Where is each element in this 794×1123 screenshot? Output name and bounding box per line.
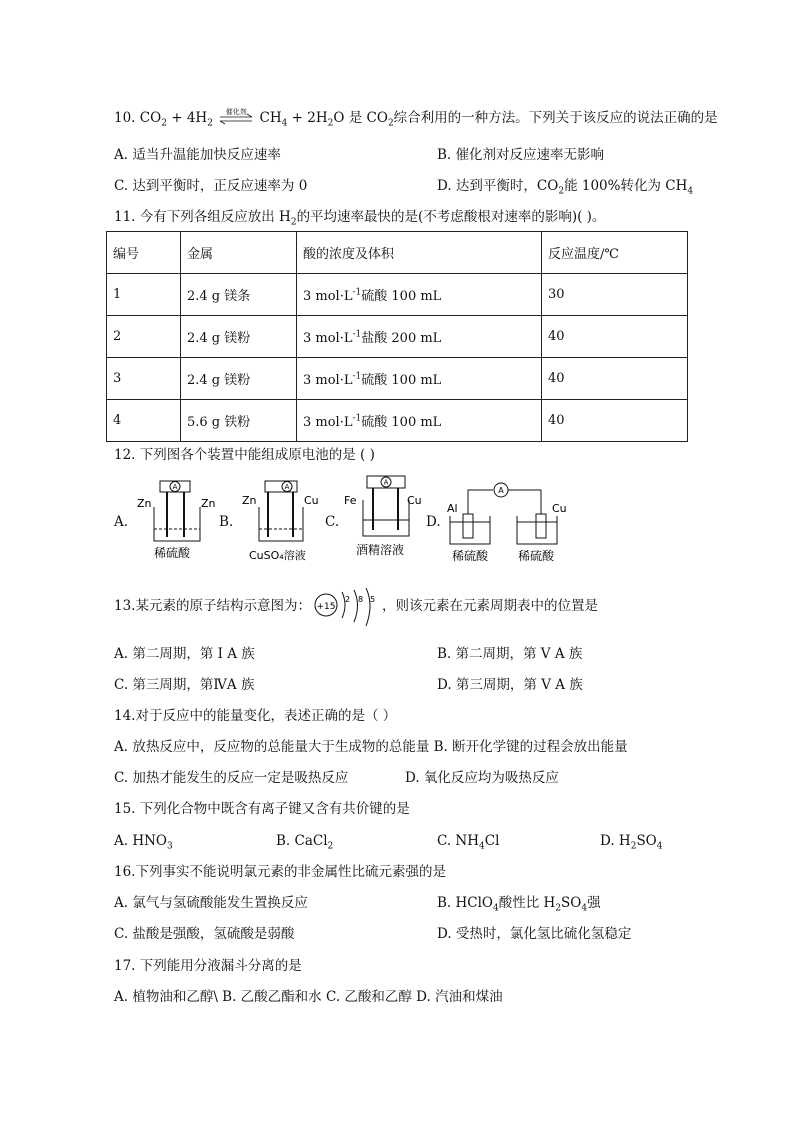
q13-option-a: A. 第二周期，第 I A 族 <box>114 646 255 662</box>
q10-stem: 10. $CO_2 + 4H_2$ 催化剂 $CH_4 + 2H_2O$ 是 $CO_2$综合利用的一种方法。下列关于该反应的说法正确的是 <box>114 107 718 129</box>
svg-text:8: 8 <box>358 595 364 604</box>
svg-text:Cu: Cu <box>407 494 422 507</box>
svg-text:Zn: Zn <box>201 497 216 510</box>
q12-option-b: B. <box>219 514 234 530</box>
q10-option-d: D. 达到平衡时，$CO_2$能 100%转化为 $CH_4$ <box>437 178 694 197</box>
table-header-cell: 酸的浓度及体积 <box>297 232 542 274</box>
q16-option-d: D. 受热时，氯化氢比硫化氢稳定 <box>437 926 632 942</box>
svg-text:稀硫酸: 稀硫酸 <box>154 546 191 560</box>
svg-text:A: A <box>383 478 389 487</box>
svg-text:Zn: Zn <box>137 497 152 510</box>
svg-text:+15: +15 <box>316 602 336 612</box>
q16-stem: 16.下列事实不能说明氯元素的非金属性比硫元素强的是 <box>114 864 446 880</box>
q13-stem-a: 13.某元素的原子结构示意图为： <box>114 598 311 614</box>
svg-text:Zn: Zn <box>242 494 257 507</box>
q16-option-a: A. 氯气与氢硫酸能发生置换反应 <box>114 895 308 911</box>
q12-option-d: D. <box>426 514 441 530</box>
atom-structure-diagram <box>312 588 384 626</box>
q13-stem-b: ，则该元素在元素周期表中的位置是 <box>382 598 598 614</box>
q14-options-ab: A. 放热反应中，反应物的总能量大于生成物的总能量 B. 断开化学键的过程会放出能量 <box>114 739 628 755</box>
svg-text:Al: Al <box>447 502 458 515</box>
svg-text:CuSO₄溶液: CuSO₄溶液 <box>249 549 306 562</box>
q15-option-b: B. CaCl$_2$ <box>276 833 334 852</box>
table-header-cell: 金属 <box>181 232 297 274</box>
q10-option-b: B. 催化剂对反应速率无影响 <box>437 147 605 163</box>
table-row: 4 5.6 g 铁粉 3 $mol\cdot L^{-1}$硫酸 100 mL 40 <box>107 400 688 442</box>
q10-option-c: C. 达到平衡时，正反应速率为 0 <box>114 178 308 194</box>
cell-diagram-a <box>134 479 220 565</box>
table-header-cell: 反应温度/℃ <box>542 232 688 274</box>
q12-option-c: C. <box>325 514 340 530</box>
cell-diagram-c <box>343 474 429 560</box>
svg-text:稀硫酸: 稀硫酸 <box>452 549 489 563</box>
q17-stem: 17. 下列能用分液漏斗分离的是 <box>114 958 302 974</box>
table-header-cell: 编号 <box>107 232 181 274</box>
svg-text:酒精溶液: 酒精溶液 <box>356 543 405 557</box>
table-row: 3 2.4 g 镁粉 3 $mol\cdot L^{-1}$硫酸 100 mL 40 <box>107 358 688 400</box>
cell-diagram-b <box>241 479 327 565</box>
table-row: 1 2.4 g 镁条 3 $mol\cdot L^{-1}$硫酸 100 mL 30 <box>107 274 688 316</box>
svg-text:5: 5 <box>370 595 376 604</box>
table-row: 2 2.4 g 镁粉 3 $mol\cdot L^{-1}$盐酸 200 mL 40 <box>107 316 688 358</box>
q15-option-d: D. $H_2SO_4$ <box>600 833 663 852</box>
svg-text:稀硫酸: 稀硫酸 <box>518 549 555 563</box>
reversible-arrow-icon: 催化剂 <box>219 111 253 127</box>
q14-stem: 14.对于反应中的能量变化，表述正确的是（ ） <box>114 708 397 724</box>
q11-stem: 11. 今有下列各组反应放出 $H_2$的平均速率最快的是(不考虑酸根对速率的影响)( )。 <box>114 209 606 228</box>
q13-option-b: B. 第二周期，第 V A 族 <box>437 646 583 662</box>
q15-option-a: A. $HNO_3$ <box>114 833 173 852</box>
q17-options: A. 植物油和乙醇\ B. 乙酸乙酯和水 C. 乙酸和乙醇 D. 汽油和煤油 <box>114 989 503 1005</box>
cell-diagram-d <box>444 480 576 566</box>
q10-option-a: A. 适当升温能加快反应速率 <box>114 147 281 163</box>
table-header-row <box>107 232 688 274</box>
q14-option-c: C. 加热才能发生的反应一定是吸热反应 <box>114 770 349 786</box>
svg-text:Cu: Cu <box>552 502 567 515</box>
svg-text:A: A <box>498 486 504 495</box>
q11-table <box>106 231 688 442</box>
svg-text:2: 2 <box>345 595 351 604</box>
q14-option-d: D. 氧化反应均为吸热反应 <box>405 770 559 786</box>
q12-option-a: A. <box>114 514 129 530</box>
q15-option-c: C. $NH_4Cl$ <box>437 833 500 852</box>
q16-option-c: C. 盐酸是强酸，氢硫酸是弱酸 <box>114 926 295 942</box>
q13-option-c: C. 第三周期，第ⅣA 族 <box>114 677 255 693</box>
svg-text:A: A <box>284 483 290 491</box>
svg-text:A: A <box>172 483 178 491</box>
q12-stem: 12. 下列图各个装置中能组成原电池的是 ( ) <box>114 447 375 463</box>
q10-number: 10. <box>114 110 136 126</box>
q15-stem: 15. 下列化合物中既含有离子键又含有共价键的是 <box>114 801 410 817</box>
q16-option-b: B. HClO$_4$酸性比 $H_2SO_4$强 <box>437 895 601 914</box>
q13-option-d: D. 第三周期，第 V A 族 <box>437 677 583 693</box>
svg-text:Fe: Fe <box>344 494 357 507</box>
svg-text:Cu: Cu <box>304 494 319 507</box>
